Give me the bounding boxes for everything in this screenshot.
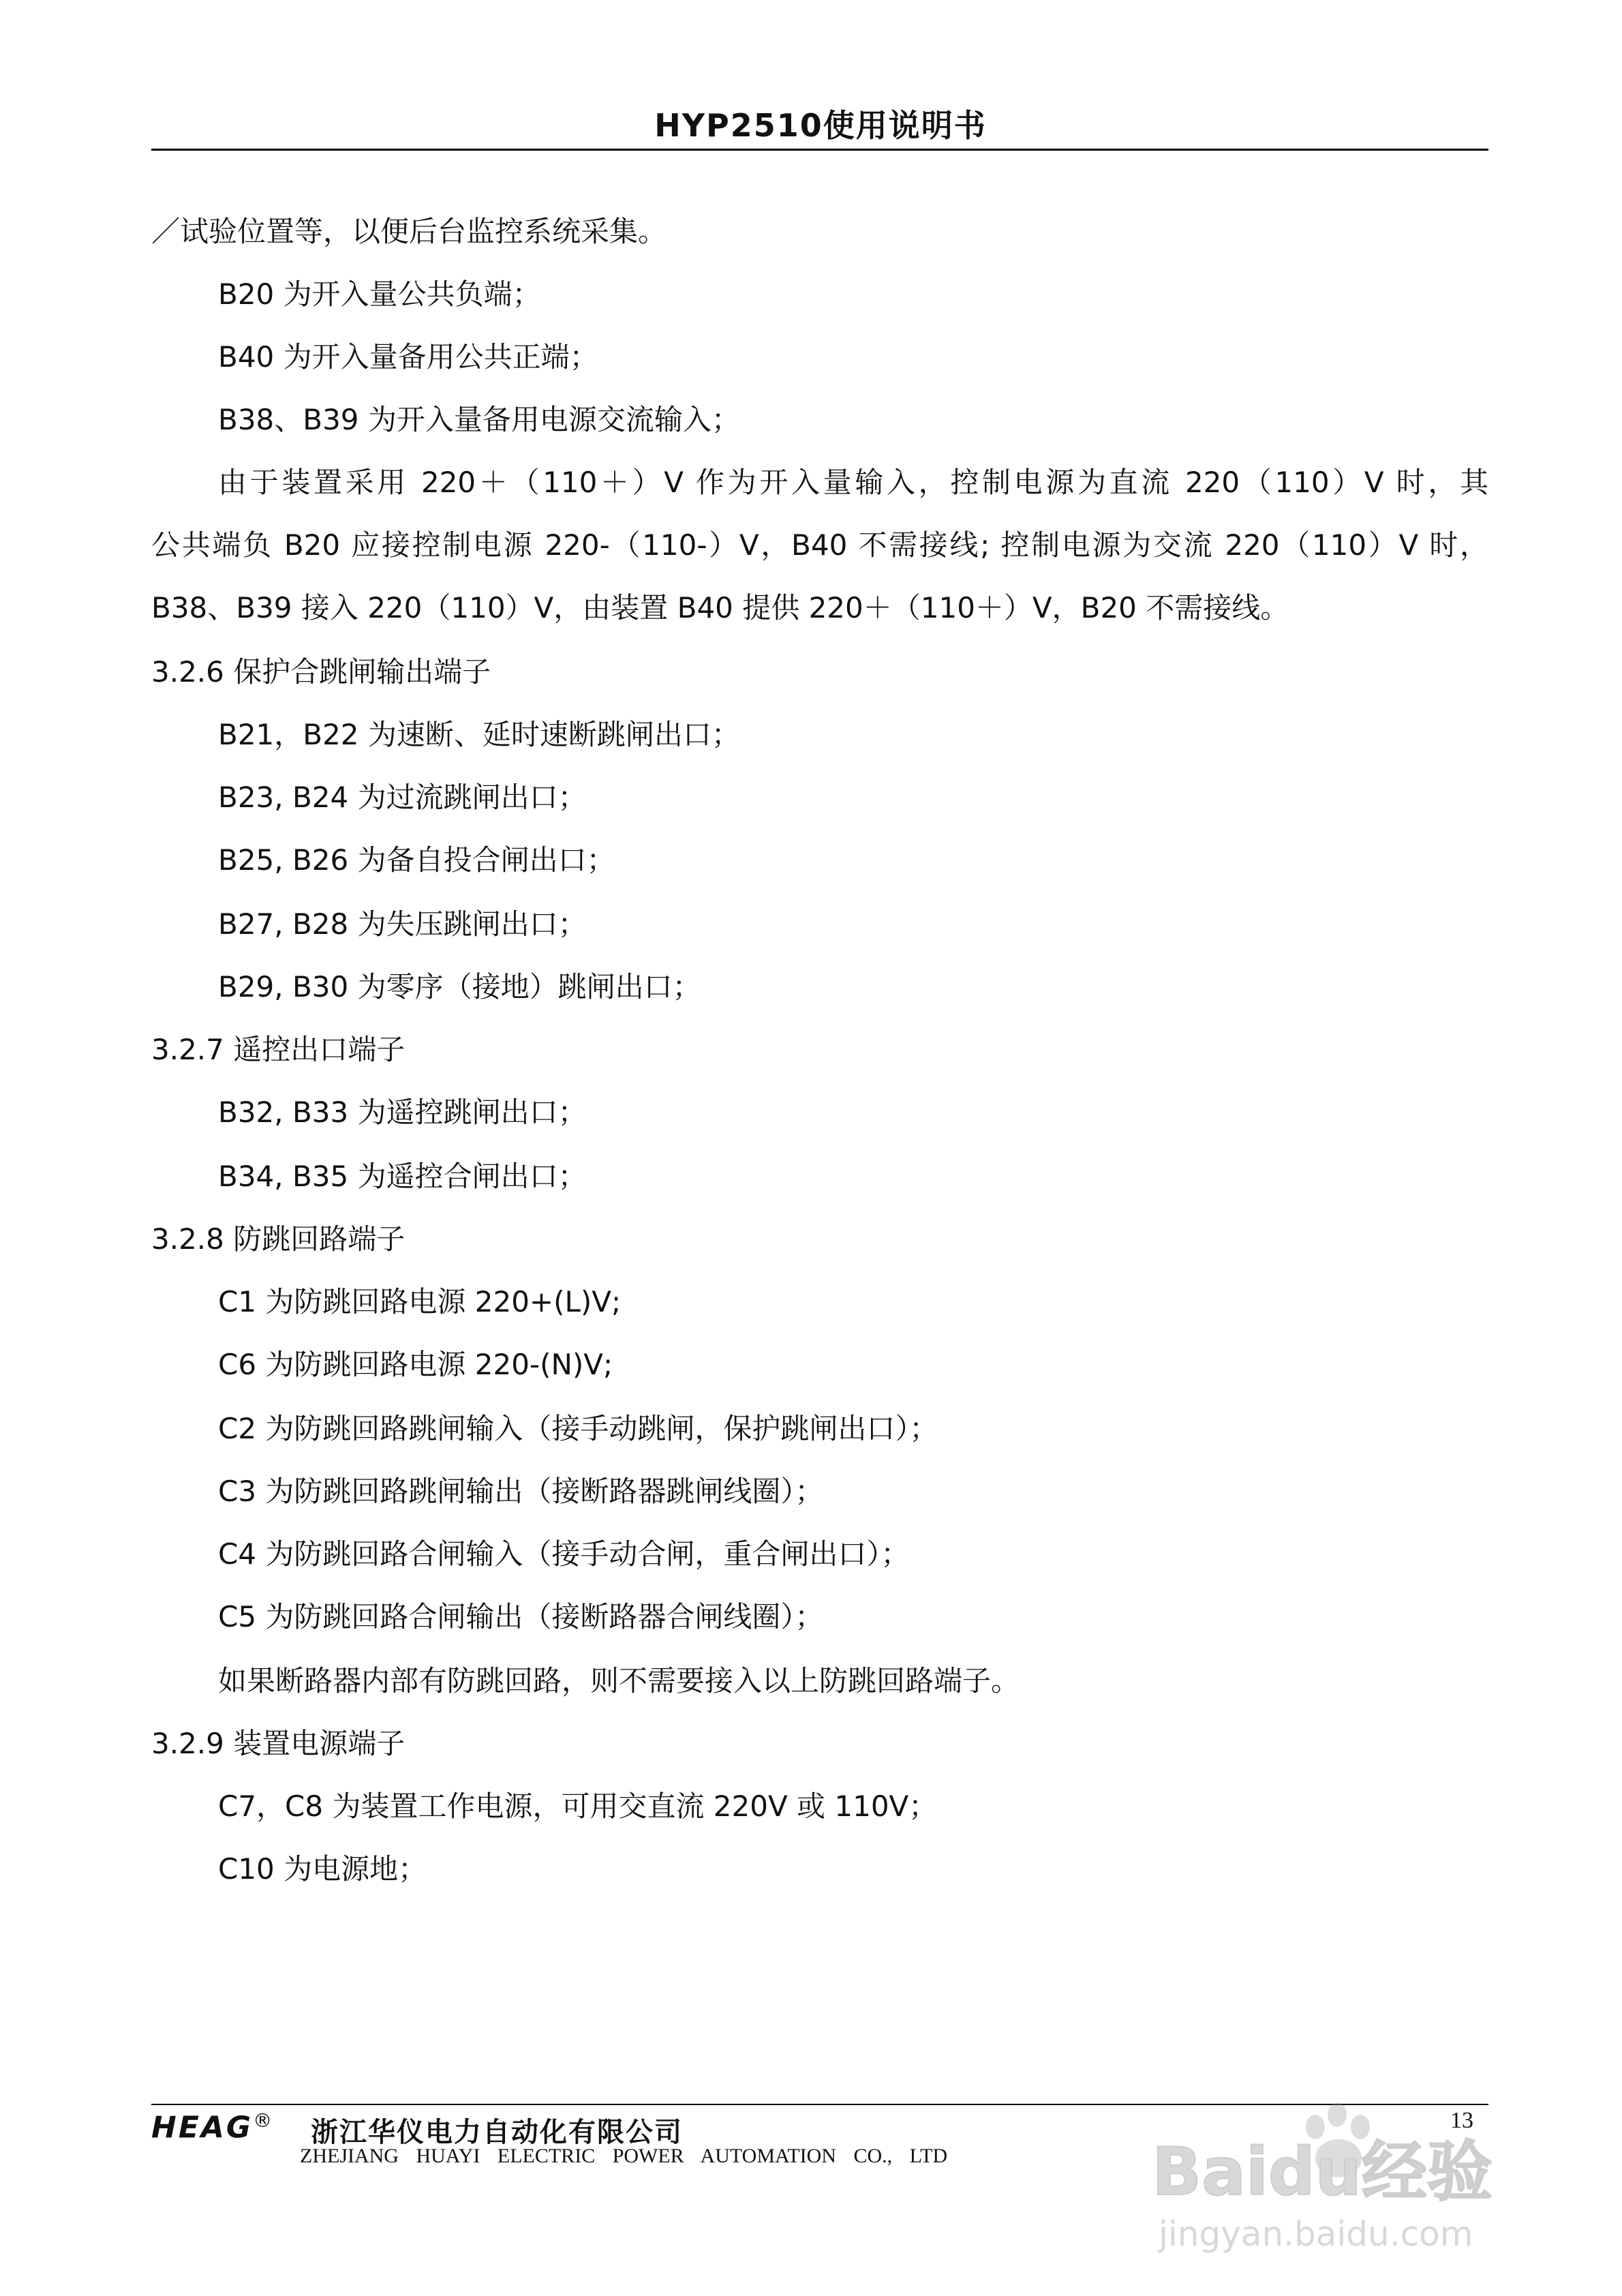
body-line: B38、B39 接入 220（110）V，由装置 B40 提供 220＋（110＋）V，B20 不需接线。: [151, 591, 1289, 624]
company-logo: [151, 2109, 272, 2145]
body-line: C6 为防跳回路电源 220-(N)V;: [218, 1348, 613, 1381]
page-number: 13: [1450, 2108, 1473, 2133]
watermark-brand: Baidu经验: [1152, 2134, 1493, 2210]
body-line: B34, B35 为遥控合闸出口；: [218, 1160, 587, 1193]
section-heading: 3.2.6 保护合跳闸输出端子: [151, 655, 491, 689]
body-line: 公共端负 B20 应接控制电源 220-（110-）V，B40 不需接线; 控制电源为交流 220（110）V 时，: [151, 528, 1488, 562]
body-line: C3 为防跳回路跳闸输出（接断路器跳闸线圈）；: [218, 1475, 824, 1508]
body-line: B32, B33 为遥控跳闸出口；: [218, 1096, 587, 1129]
body-line: B40 为开入量备用公共正端；: [218, 340, 598, 374]
body-line: C4 为防跳回路合闸输入（接手动合闸，重合闸出口）；: [218, 1537, 910, 1571]
company-name-en: ZHEJIANG HUAYI ELECTRIC POWER AUTOMATION CO., LTD: [300, 2145, 948, 2167]
company-name-cn: 浙江华仪电力自动化有限公司: [311, 2117, 683, 2148]
body-line: B38、B39 为开入量备用电源交流输入；: [218, 403, 740, 436]
watermark-url: jingyan.baidu.com: [1159, 2214, 1473, 2254]
header-rule: [151, 149, 1488, 151]
body-line: C2 为防跳回路跳闸输入（接手动跳闸，保护跳闸出口）；: [218, 1412, 938, 1445]
body-line: B20 为开入量公共负端；: [218, 277, 541, 311]
body-line: 如果断路器内部有防跳回路，则不需要接入以上防跳回路端子。: [218, 1664, 1020, 1697]
header-title: HYP2510使用说明书: [654, 107, 987, 144]
section-heading: 3.2.8 防跳回路端子: [151, 1222, 406, 1256]
body-line: C1 为防跳回路电源 220+(L)V;: [218, 1285, 622, 1318]
body-line: C10 为电源地；: [218, 1852, 427, 1886]
section-heading: 3.2.9 装置电源端子: [151, 1727, 406, 1760]
body-line: B27, B28 为失压跳闸出口；: [218, 907, 587, 941]
body-line: C7，C8 为装置工作电源，可用交直流 220V 或 110V；: [218, 1789, 938, 1823]
body-line: B29, B30 为零序（接地）跳闸出口；: [218, 970, 701, 1003]
section-heading: 3.2.7 遥控出口端子: [151, 1033, 406, 1066]
body-line: B25, B26 为备自投合闸出口；: [218, 843, 615, 877]
body-line: C5 为防跳回路合闸输出（接断路器合闸线圈）；: [218, 1600, 824, 1633]
body-line: ／试验位置等，以便后台监控系统采集。: [151, 215, 667, 248]
body-line: B21，B22 为速断、延时速断跳闸出口；: [218, 718, 740, 751]
baidu-watermark: [1152, 2100, 1533, 2263]
body-line: 由于装置采用 220＋（110＋）V 作为开入量输入，控制电源为直流 220（110）V 时，其: [218, 466, 1488, 499]
registered-mark: ®: [253, 2109, 273, 2132]
logo-text: HEAG: [151, 2110, 254, 2145]
body-line: B23, B24 为过流跳闸出口；: [218, 781, 587, 814]
